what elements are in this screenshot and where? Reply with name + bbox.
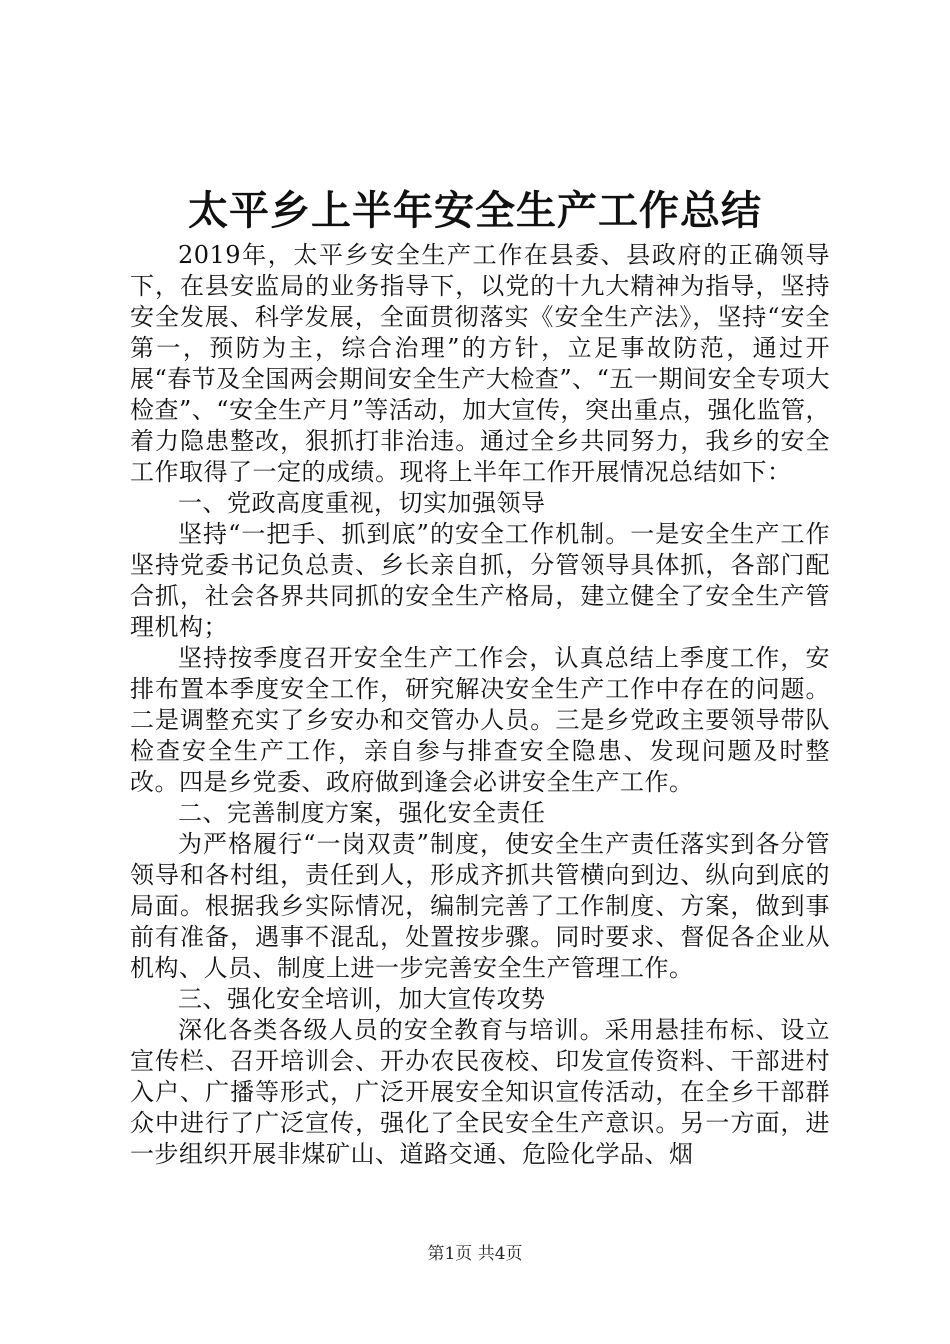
paragraph-section-1-b: 坚持按季度召开安全生产工作会，认真总结上季度工作，安排布置本季度安全工作，研究解决安全生产工作中存在的问题。二是调整充实了乡安办和交管办人员。三是乡党政主要领导带队检查安全生产工作，亲自参与排查安全隐患、发现问题及时整改。四是乡党委、政府做到逢会必讲安全生产工作。 [130,644,830,796]
section-heading-2: 二、完善制度方案，强化安全责任 [178,799,546,827]
section-heading-3: 三、强化安全培训，加大宣传攻势 [178,985,546,1013]
page-number: 第1页 共4页 [427,1244,523,1264]
paragraph-intro: 2019年，太平乡安全生产工作在县委、县政府的正确领导下，在县安监局的业务指导下，以党的十九大精神为指导，坚持安全发展、科学发展，全面贯彻落实《安全生产法》，坚持“安全第一，预防为主，综合治理”的方针，立足事故防范，通过开展“春节及全国两会期间安全生产大检查”、“五一期间安全专项大检查”、“安全生产月”等活动，加大宣传，突出重点，强化监管，着力隐患整改，狠抓打非治违。通过全乡共同努力，我乡的安全工作取得了一定的成绩。现将上半年工作开展情况总结如下： [130,241,830,486]
document-title: 太平乡上半年安全生产工作总结 [188,188,762,234]
section-heading-1: 一、党政高度重视，切实加强领导 [178,489,546,517]
document-body [130,240,830,1170]
paragraph-section-3: 深化各类各级人员的安全教育与培训。采用悬挂布标、设立宣传栏、召开培训会、开办农民夜校、印发宣传资料、干部进村入户、广播等形式，广泛开展安全知识宣传活动，在全乡干部群众中进行了广泛宣传，强化了全民安全生产意识。另一方面，进一步组织开展非煤矿山、道路交通、危险化学品、烟 [130,1016,830,1168]
paragraph-section-2: 为严格履行“一岗双责”制度，使安全生产责任落实到各分管领导和各村组，责任到人，形成齐抓共管横向到边、纵向到底的局面。根据我乡实际情况，编制完善了工作制度、方案，做到事前有准备，遇事不混乱，处置按步骤。同时要求、督促各企业从机构、人员、制度上进一步完善安全生产管理工作。 [130,830,830,982]
page-footer [0,1243,950,1265]
paragraph-section-1-a: 坚持“一把手、抓到底”的安全工作机制。一是安全生产工作坚持党委书记负总责、乡长亲自抓，分管领导具体抓，各部门配合抓，社会各界共同抓的安全生产格局，建立健全了安全生产管理机构； [130,520,830,641]
